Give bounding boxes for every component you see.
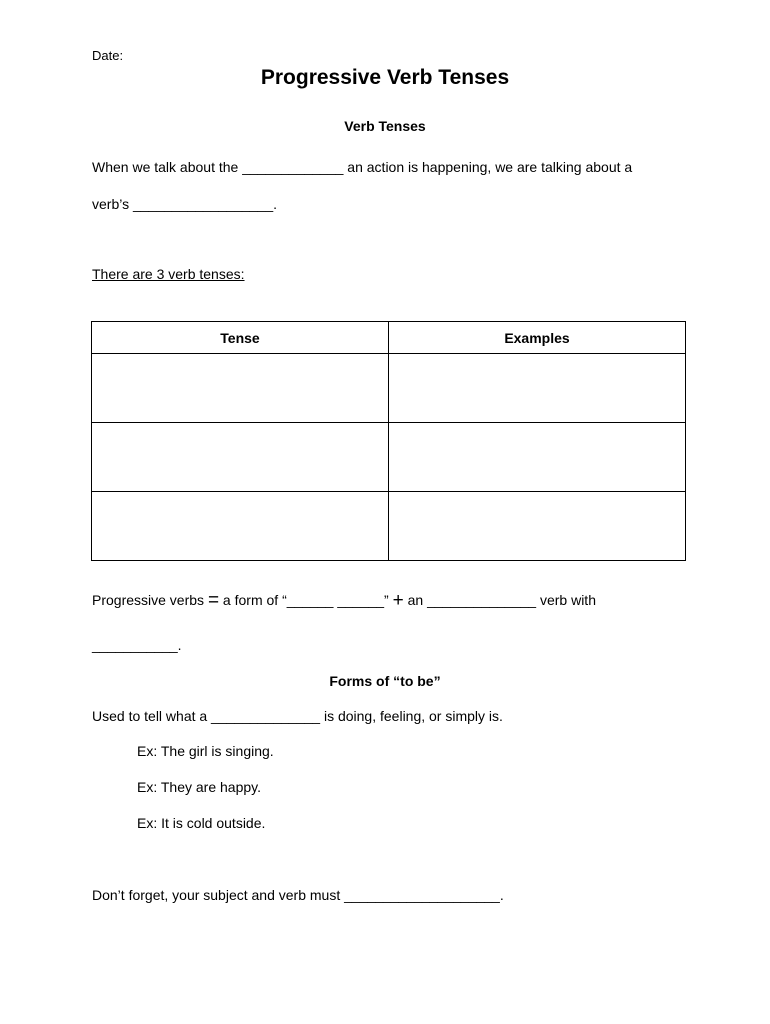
progressive-part-1: Progressive verbs xyxy=(92,592,208,608)
table-header-row xyxy=(92,322,686,354)
tenses-heading: There are 3 verb tenses: xyxy=(92,266,245,282)
column-header-examples: Examples xyxy=(389,322,686,354)
examples-cell xyxy=(389,354,686,423)
section-subtitle: Verb Tenses xyxy=(344,118,426,134)
progressive-part-3: an ______________ verb with xyxy=(403,592,596,608)
example-line: Ex: They are happy. xyxy=(137,779,261,795)
intro-line-1: When we talk about the _____________ an action is happening, we are talking about a xyxy=(92,159,633,175)
table-row xyxy=(92,423,686,492)
closing-line: Don’t forget, your subject and verb must ____________________. xyxy=(92,887,504,903)
intro-line-2: verb’s __________________. xyxy=(92,196,278,212)
forms-heading: Forms of “to be” xyxy=(329,673,441,689)
equals-sign: = xyxy=(207,590,220,611)
example-line: Ex: The girl is singing. xyxy=(137,743,274,759)
tense-cell xyxy=(92,492,389,561)
examples-cell xyxy=(389,423,686,492)
date-label: Date: xyxy=(92,48,124,63)
table-row xyxy=(92,492,686,561)
progressive-definition-line xyxy=(92,590,596,612)
examples-cell xyxy=(389,492,686,561)
used-to-tell-line: Used to tell what a ______________ is doing, feeling, or simply is. xyxy=(92,708,503,724)
plus-sign: + xyxy=(392,590,404,611)
tenses-table xyxy=(91,321,686,561)
table-row xyxy=(92,354,686,423)
tense-cell xyxy=(92,423,389,492)
page-title: Progressive Verb Tenses xyxy=(260,66,510,89)
progressive-part-2: a form of “______ ______” xyxy=(219,592,393,608)
tense-cell xyxy=(92,354,389,423)
progressive-definition-line-2: ___________. xyxy=(92,637,182,653)
column-header-tense: Tense xyxy=(92,322,389,354)
example-line: Ex: It is cold outside. xyxy=(137,815,266,831)
